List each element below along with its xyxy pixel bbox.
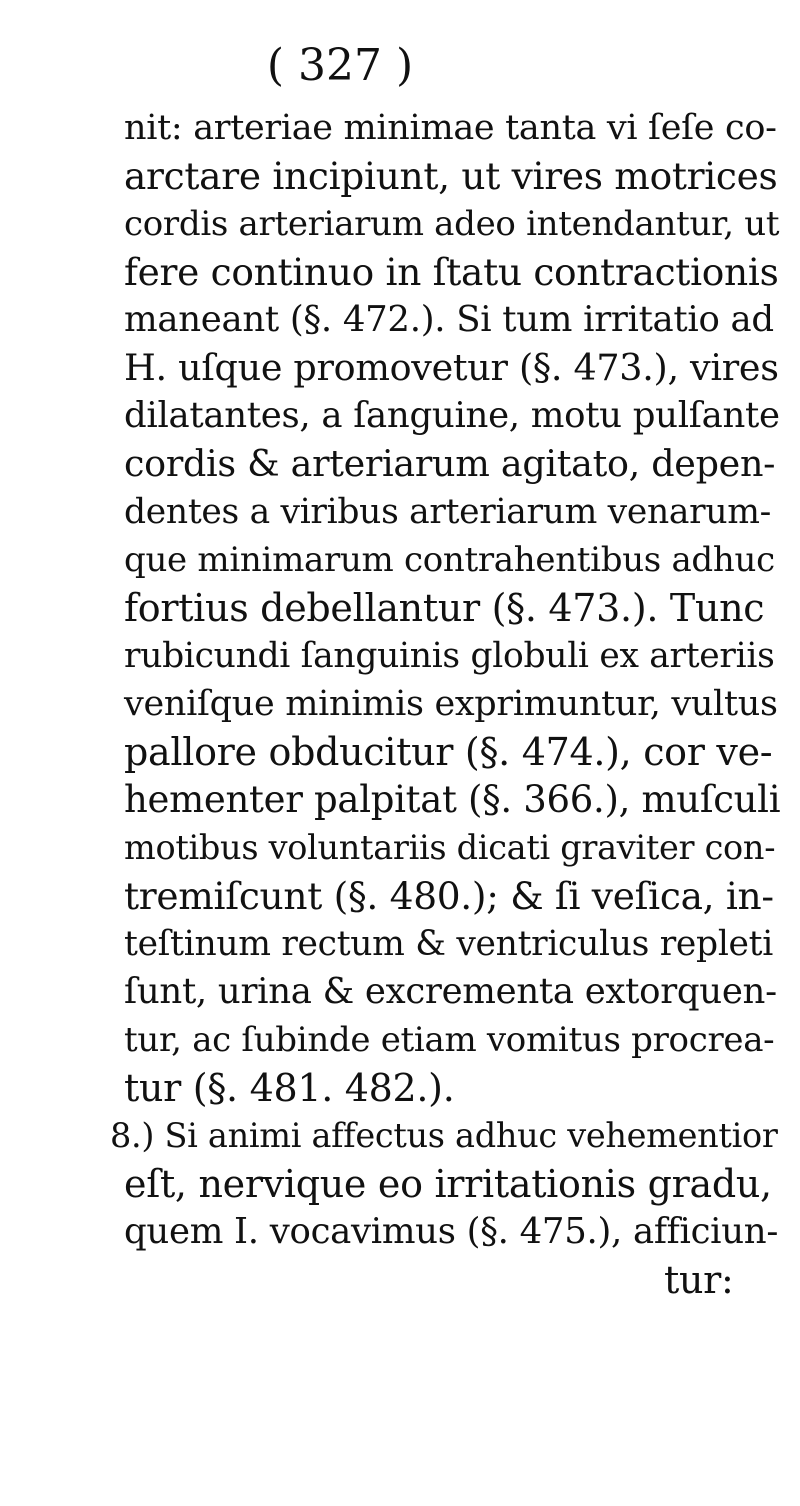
text-line: dentes a viribus arteriarum venarum- [124, 492, 772, 532]
text-line: veniſque minimis exprimuntur, vultus [124, 684, 778, 724]
text-line: rubicundi ſanguinis globuli ex arteriis [124, 636, 775, 676]
text-line: motibus voluntariis dicati graviter con- [124, 828, 776, 867]
text-line: fere continuo in ſtatu contractionis [124, 250, 779, 294]
text-line: cordis & arteriarum agitato, depen- [124, 442, 776, 485]
text-line: hementer palpitat (§. 366.), muſculi [124, 778, 781, 821]
text-line: tremiſcunt (§. 480.); & ſi veſica, in- [124, 874, 774, 918]
text-line: tur: [664, 1258, 734, 1302]
text-line: quem I. vocavimus (§. 475.), afficiun- [124, 1211, 779, 1252]
text-line: nit: arteriae minimae tanta vi ſeſe co- [124, 108, 777, 148]
text-line: que minimarum contrahentibus adhuc [124, 540, 775, 580]
text-line: maneant (§. 472.). Si tum irritatio ad [124, 299, 774, 340]
text-line: teſtinum rectum & ventriculus repleti [124, 924, 773, 964]
page-number: ( 327 ) [266, 40, 414, 91]
text-line: tur, ac ſubinde etiam vomitus procrea- [124, 1020, 775, 1060]
text-line: arctare incipiunt, ut vires motrices [124, 154, 778, 198]
text-line: 8.) Si animi affectus adhuc vehementior [110, 1116, 778, 1155]
text-line: tur (§. 481. 482.). [124, 1066, 455, 1110]
text-line: cordis arteriarum adeo intendantur, ut [124, 204, 780, 244]
text-line: pallore obducitur (§. 474.), cor ve- [124, 730, 773, 774]
text-line: eſt, nervique eo irritationis gradu, [124, 1162, 772, 1206]
text-line: ſunt, urina & excrementa extorquen- [124, 971, 777, 1012]
text-line: fortius debellantur (§. 473.). Tunc [124, 586, 765, 630]
text-line: dilatantes, a ſanguine, motu pulſante [124, 395, 780, 436]
text-line: H. uſque promovetur (§. 473.), vires [124, 346, 779, 389]
